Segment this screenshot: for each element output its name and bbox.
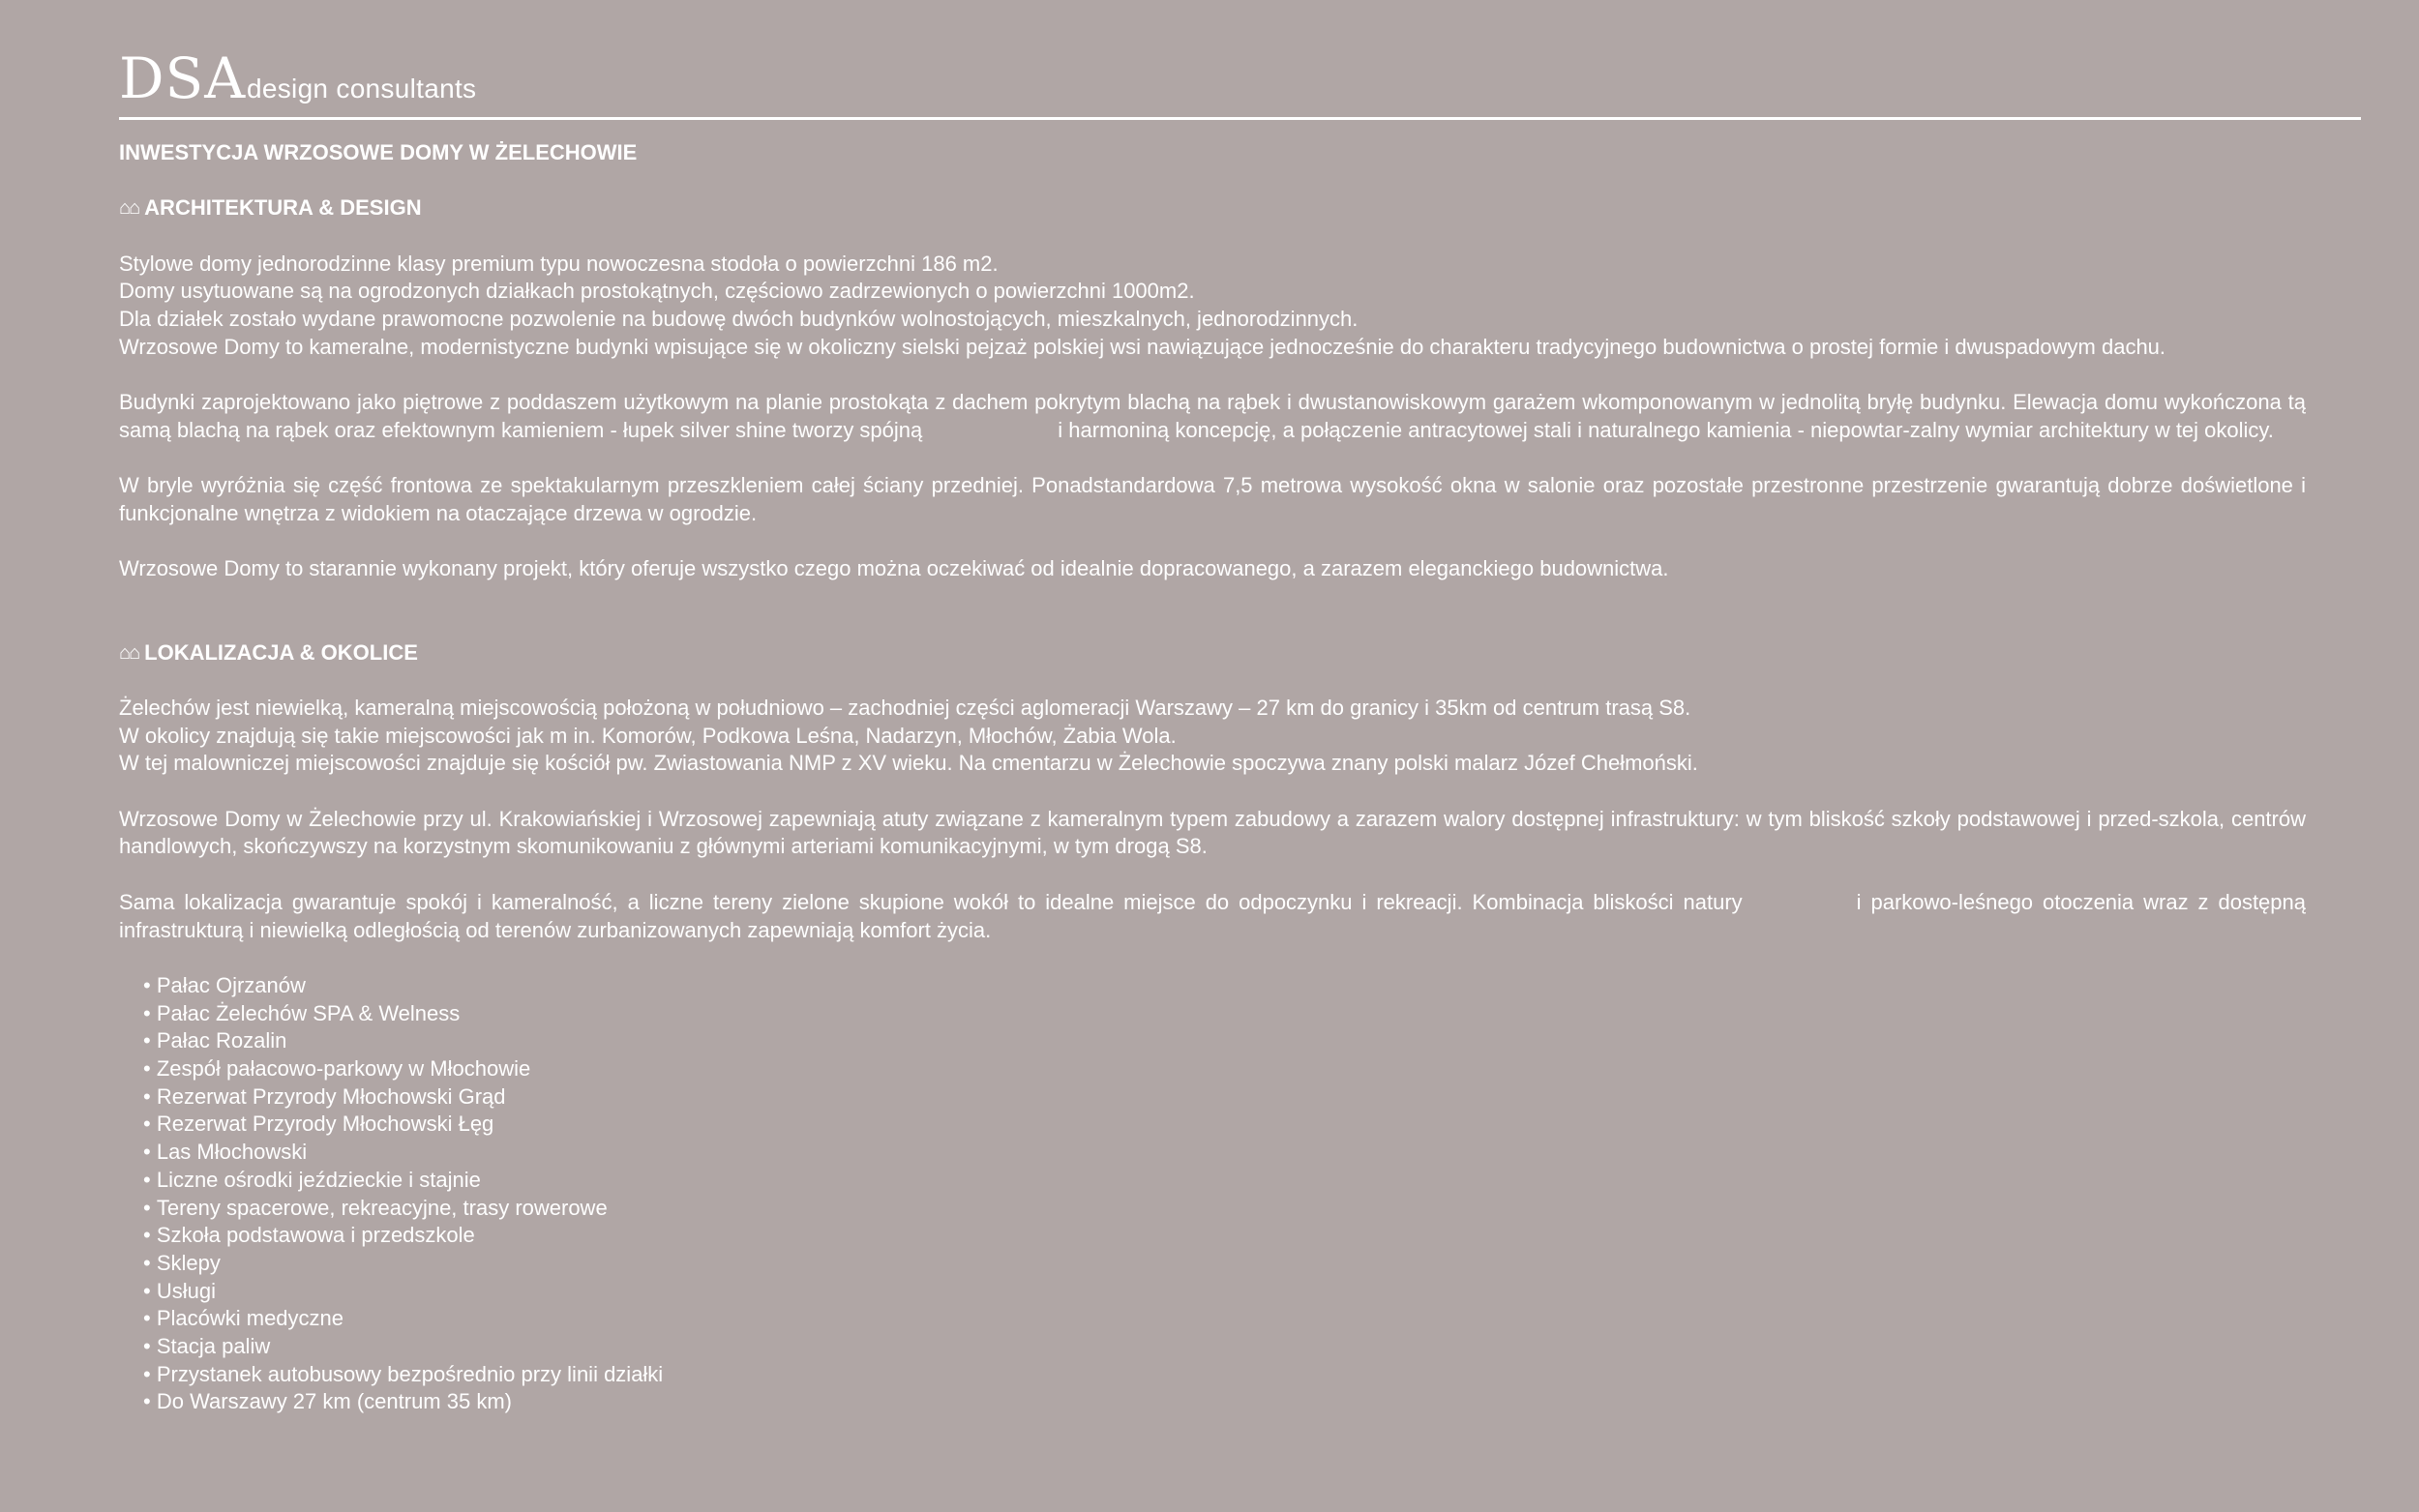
list-item: • Las Młochowski xyxy=(143,1139,2306,1167)
list-item: • Przystanek autobusowy bezpośrednio przy linii działki xyxy=(143,1361,2306,1389)
section-heading-architecture xyxy=(119,194,2306,222)
header xyxy=(119,45,2361,120)
text-fragment: i harmoniną koncepcję, a połączenie antracytowej stali i naturalnego kamienia - niepowtar-zalny wymiar architektury w tej okolicy. xyxy=(1058,417,2274,442)
section-heading-location xyxy=(119,639,2306,667)
text-paragraph xyxy=(119,889,2306,944)
text-paragraph: Wrzosowe Domy to kameralne, modernistyczne budynki wpisujące się w okoliczny sielski pejzaż polskiej wsi nawiązujące jednocześnie do charakteru tradycyjnego budownictwa o prostej formie i dwuspadowym dachu. xyxy=(119,334,2166,359)
document-body xyxy=(119,139,2306,1416)
list-item: • Liczne ośrodki jeździeckie i stajnie xyxy=(143,1167,2306,1195)
section-heading-label: ARCHITEKTURA & DESIGN xyxy=(144,195,422,221)
list-item: • Pałac Żelechów SPA & Welness xyxy=(143,1000,2306,1028)
list-item: • Pałac Ojrzanów xyxy=(143,972,2306,1000)
list-item: • Sklepy xyxy=(143,1250,2306,1278)
text-line: Żelechów jest niewielką, kameralną miejscowością położoną w południowo – zachodniej części aglomeracji Warszawy – 27 km do granicy i 35km od centrum trasą S8. xyxy=(119,695,1691,720)
logo-text: design consultants xyxy=(247,74,477,104)
amenities-list xyxy=(119,972,2306,1416)
list-item: • Rezerwat Przyrody Młochowski Łęg xyxy=(143,1111,2306,1139)
text-line: Domy usytuowane są na ogrodzonych działkach prostokątnych, częściowo zadrzewionych o powierzchni 1000m2. xyxy=(119,279,1195,304)
list-item: • Tereny spacerowe, rekreacyjne, trasy rowerowe xyxy=(143,1195,2306,1223)
house-icon: ⌂⌂ xyxy=(119,197,139,220)
text-line: Stylowe domy jednorodzinne klasy premium typu nowoczesna stodoła o powierzchni 186 m2. xyxy=(119,251,999,276)
text-paragraph: Wrzosowe Domy w Żelechowie przy ul. Krakowiańskiej i Wrzosowej zapewniają atuty związane z kameralnym typem zabudowy a zarazem walory dostępnej infrastruktury: w tym bliskość szkoły podstawowej i przed-szkola, centrów handlowych, skończywszy na korzystnym skomunikowaniu z głównymi arteriami komunikacyjnymi, w tym drogą S8. xyxy=(119,806,2306,859)
text-paragraph: W bryle wyróżnia się część frontowa ze spektakularnym przeszkleniem całej ściany przedniej. Ponadstandardowa 7,5 metrowa wysokość okna w salonie oraz pozostałe przestronne przestrzenie gwarantują dobrze doświetlone i funkcjonalne wnętrza z widokiem na otaczające drzewa w ogrodzie. xyxy=(119,473,2306,526)
list-item: • Szkoła podstawowa i przedszkole xyxy=(143,1222,2306,1250)
logo-mark: DSA xyxy=(119,45,247,111)
list-item: • Stacja paliw xyxy=(143,1333,2306,1361)
list-item: • Zespół pałacowo-parkowy w Młochowie xyxy=(143,1055,2306,1083)
document-title: INWESTYCJA WRZOSOWE DOMY W ŻELECHOWIE xyxy=(119,140,638,164)
text-fragment: i parkowo-leśnego otoczenia wraz z dostępną infrastrukturą i niewielką odległością od terenów zurbanizowanych zapewniają komfort życia. xyxy=(119,889,2306,942)
text-paragraph xyxy=(119,389,2306,444)
text-line: W tej malowniczej miejscowości znajduje się kościół pw. Zwiastowania NMP z XV wieku. Na cmentarzu w Żelechowie spoczywa znany polski malarz Józef Chełmoński. xyxy=(119,751,1698,776)
list-item: • Rezerwat Przyrody Młochowski Grąd xyxy=(143,1083,2306,1112)
list-item: • Placówki medyczne xyxy=(143,1305,2306,1333)
text-fragment: Budynki zaprojektowano jako piętrowe z poddaszem użytkowym na planie prostokąta z dachem pokrytym blachą na rąbek i dwustanowiskowym garażem wkomponowanym w jednolitą bryłę budynku. Elewacja domu wykończona tą samą blachą na rąbek oraz efektownym kamieniem - łupek silver shine tworzy spójną xyxy=(119,390,2306,442)
list-item: • Usługi xyxy=(143,1278,2306,1306)
list-item: • Pałac Rozalin xyxy=(143,1027,2306,1055)
text-fragment: Sama lokalizacja gwarantuje spokój i kameralność, a liczne tereny zielone skupione wokół to idealne miejsce do odpoczynku i rekreacji. Kombinacja bliskości natury xyxy=(119,889,1743,914)
list-item: • Do Warszawy 27 km (centrum 35 km) xyxy=(143,1388,2306,1416)
text-paragraph: Wrzosowe Domy to starannie wykonany projekt, który oferuje wszystko czego można oczekiwać od idealnie dopracowanego, a zarazem eleganckiego budownictwa. xyxy=(119,556,1669,581)
text-line: Dla działek zostało wydane prawomocne pozwolenie na budowę dwóch budynków wolnostojących, mieszkalnych, jednorodzinnych. xyxy=(119,307,1359,332)
section-heading-label: LOKALIZACJA & OKOLICE xyxy=(144,639,418,665)
house-icon: ⌂⌂ xyxy=(119,641,139,664)
text-line: W okolicy znajdują się takie miejscowości jak m in. Komorów, Podkowa Leśna, Nadarzyn, Młochów, Żabia Wola. xyxy=(119,723,1177,748)
